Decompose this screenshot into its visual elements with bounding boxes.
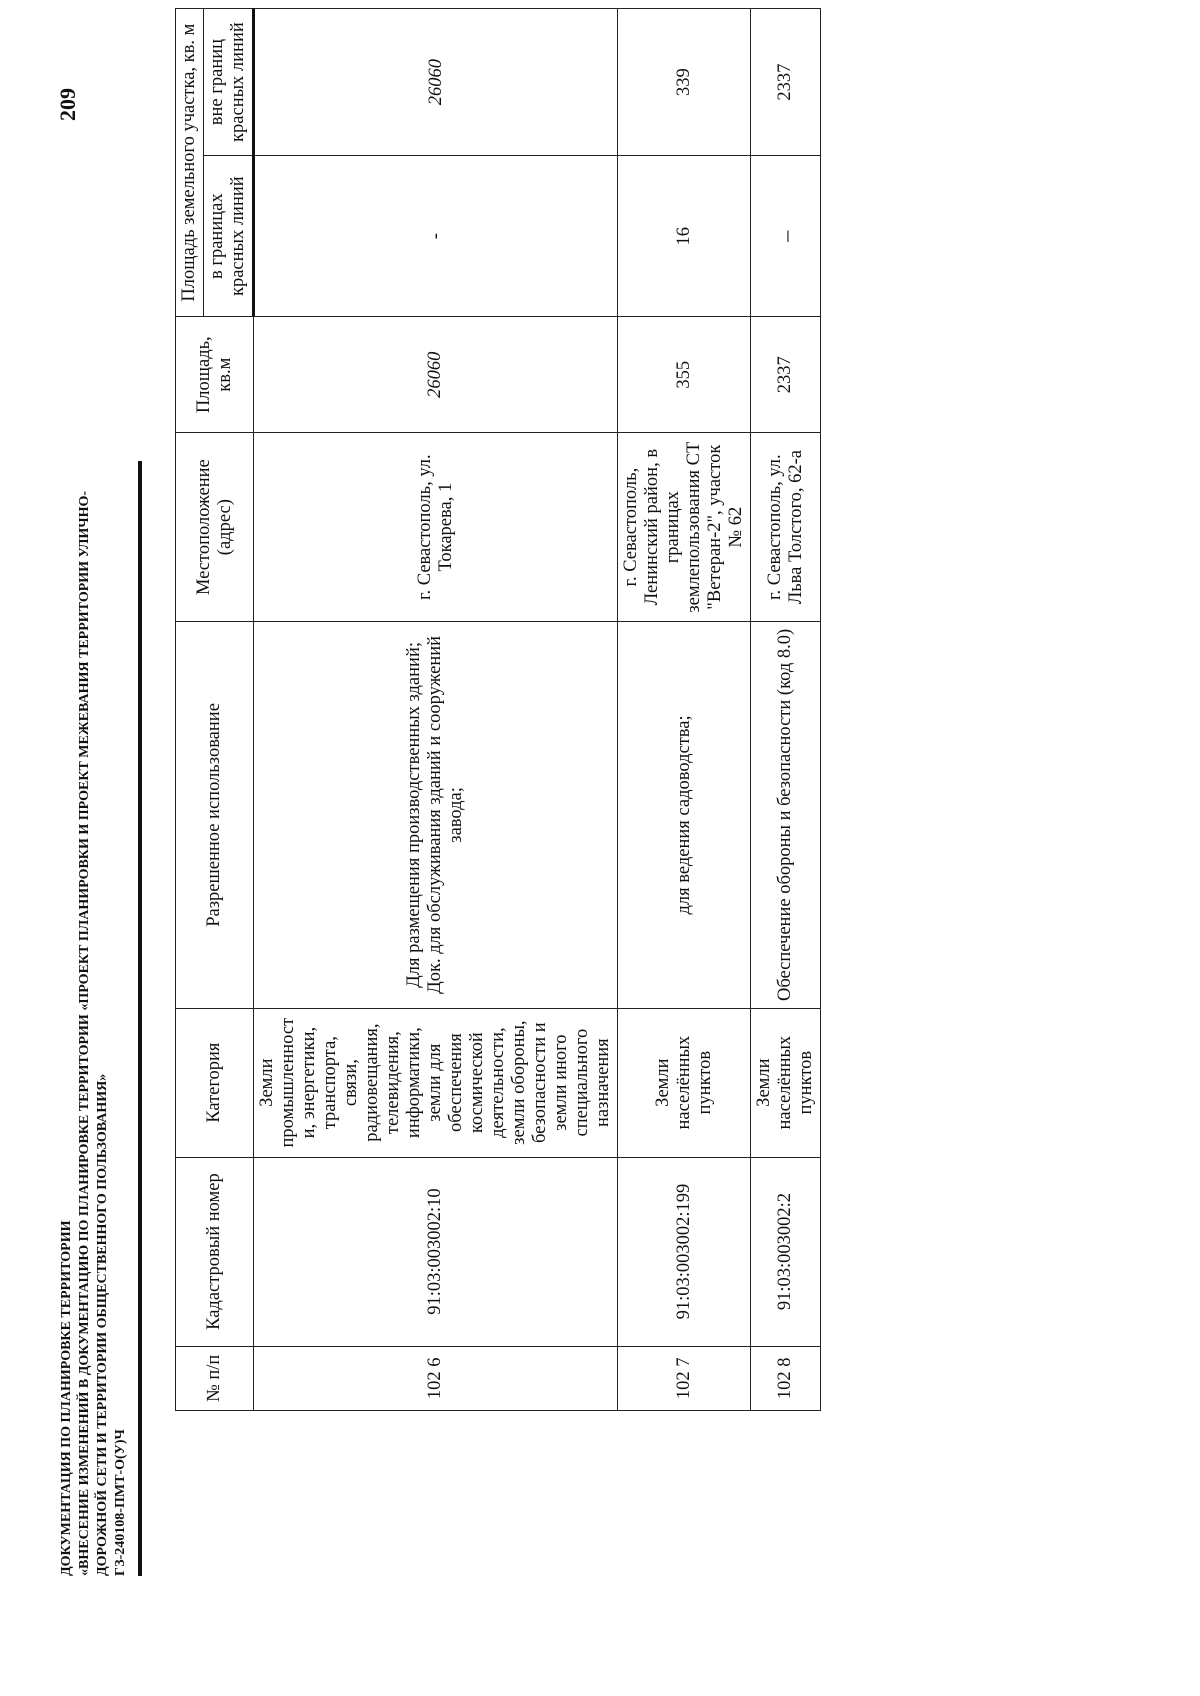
cell-inside-red-lines: - xyxy=(254,156,618,317)
cell-outside-red-lines: 339 xyxy=(618,9,751,156)
col-header-num: № п/п xyxy=(176,1346,254,1410)
col-header-area: Площадь, кв.м xyxy=(176,317,254,433)
cell-location: г. Севастополь, ул. Токарева, 1 xyxy=(254,433,618,622)
cell-cadastral: 91:03:003002:2 xyxy=(751,1157,821,1346)
cell-permitted-use: Для размещения производственных зданий; Док. для обслуживания зданий и сооружений завода; xyxy=(254,622,618,1009)
cell-inside-red-lines: – xyxy=(751,156,821,317)
table-row xyxy=(751,9,821,1411)
cell-permitted-use: Обеспечение обороны и безопасности (код 8.0) xyxy=(751,622,821,1009)
cell-category: Земли населённых пунктов xyxy=(751,1008,821,1157)
cell-area: 355 xyxy=(618,317,751,433)
cell-location: г. Севастополь, ул. Льва Толстого, 62-а xyxy=(751,433,821,622)
col-header-inside-red-lines: в границах красных линий xyxy=(204,156,254,317)
cell-permitted-use: для ведения садоводства; xyxy=(618,622,751,1009)
cell-inside-red-lines: 16 xyxy=(618,156,751,317)
table-row xyxy=(618,9,751,1411)
header-line-1: ДОКУМЕНТАЦИЯ ПО ПЛАНИРОВКЕ ТЕРРИТОРИИ xyxy=(59,1220,74,1576)
header-line-4: ГЗ-240108-ПМТ-О(У)Ч xyxy=(113,1429,128,1576)
header-line-2: «ВНЕСЕНИЕ ИЗМЕНЕНИЙ В ДОКУМЕНТАЦИЮ ПО ПЛАНИРОВКЕ ТЕРРИТОРИИ «ПРОЕКТ ПЛАНИРОВКИ И ПРОЕКТ МЕЖЕВАНИЯ ТЕРРИТОРИИ УЛИЧНО- xyxy=(77,490,92,1576)
col-header-outside-red-lines: вне границ красных линий xyxy=(204,9,254,156)
col-header-cadastral: Кадастровый номер xyxy=(176,1157,254,1346)
table-header-row-1 xyxy=(176,9,204,1411)
cell-num: 102 8 xyxy=(751,1346,821,1410)
cell-area: 26060 xyxy=(254,317,618,433)
cell-area: 2337 xyxy=(751,317,821,433)
cell-cadastral: 91:03:003002:199 xyxy=(618,1157,751,1346)
land-plots-table xyxy=(175,8,821,1411)
document-header xyxy=(58,490,130,1576)
cell-location: г. Севастополь, Ленинский район, в границах землепользования СТ "Ветеран-2", участок № 62 xyxy=(618,433,751,622)
cell-category: Земли населённых пунктов xyxy=(618,1008,751,1157)
col-header-location: Местоположение (адрес) xyxy=(176,433,254,622)
table-row xyxy=(254,9,618,1411)
cell-num: 102 7 xyxy=(618,1346,751,1410)
header-divider xyxy=(138,461,142,1576)
col-header-permitted-use: Разрешенное использование xyxy=(176,622,254,1009)
cell-cadastral: 91:03:003002:10 xyxy=(254,1157,618,1346)
cell-category: Земли промышленност и, энергетики, транспорта, связи, радиовещания, телевидения, информатики, земли для обеспечения космической деятельности, земли обороны, безопасности и земли иного специального назначения xyxy=(254,1008,618,1157)
page-number: 209 xyxy=(55,88,80,121)
cell-outside-red-lines: 2337 xyxy=(751,9,821,156)
col-header-category: Категория xyxy=(176,1008,254,1157)
col-header-plot-area-group: Площадь земельного участка, кв. м xyxy=(176,9,204,317)
cell-num: 102 6 xyxy=(254,1346,618,1410)
cell-outside-red-lines: 26060 xyxy=(254,9,618,156)
header-line-3: ДОРОЖНОЙ СЕТИ И ТЕРРИТОРИИ ОБЩЕСТВЕННОГО ПОЛЬЗОВАНИЯ» xyxy=(95,1073,110,1576)
